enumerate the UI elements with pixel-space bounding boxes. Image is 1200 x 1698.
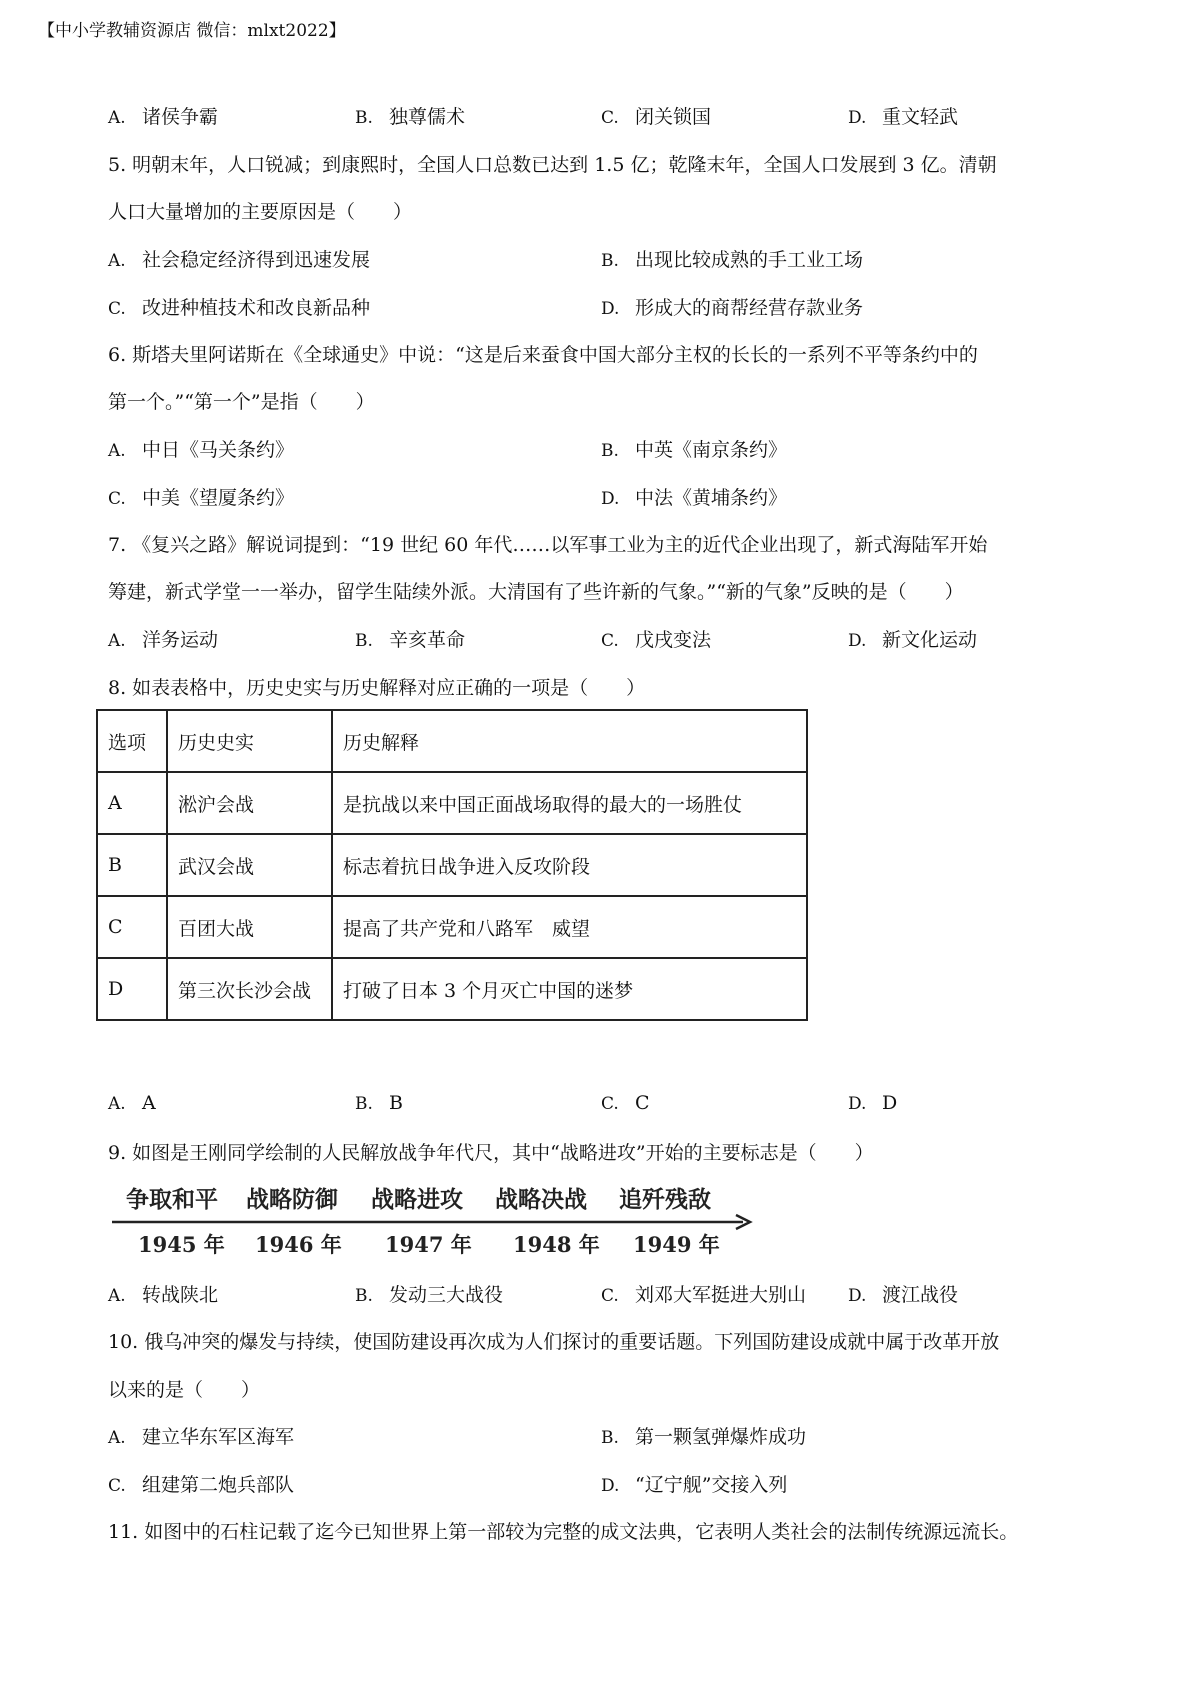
- q4-option-c: C. 闭关锁国: [601, 106, 712, 128]
- q5-option-d: D. 形成大的商帮经营存款业务: [601, 297, 864, 319]
- q6-option-a: A. 中日《马关条约》: [108, 439, 295, 461]
- timeline-stage-label: 追歼残敌: [619, 1187, 711, 1213]
- q5-stem-line2: 人口大量增加的主要原因是（ ）: [108, 201, 413, 223]
- q6-stem-line1: 6. 斯塔夫里阿诺斯在《全球通史》中说：“这是后来蚕食中国大部分主权的长长的一系列不平等条约中的: [108, 344, 978, 366]
- q11-stem: 11. 如图中的石柱记载了迄今已知世界上第一部较为完整的成文法典，它表明人类社会的法制传统源远流长。: [108, 1521, 1019, 1543]
- timeline-year-label: 1945 年: [138, 1232, 225, 1257]
- q7-option-c: C. 戊戌变法: [601, 629, 712, 651]
- q10-option-d: D. “辽宁舰”交接入列: [601, 1474, 788, 1496]
- timeline-year-label: 1948 年: [513, 1232, 600, 1257]
- timeline-stage-label: 争取和平: [126, 1187, 218, 1213]
- q9-stem: 9. 如图是王刚同学绘制的人民解放战争年代尺，其中“战略进攻”开始的主要标志是（ ）: [108, 1142, 874, 1164]
- q10-option-a: A. 建立华东军区海军: [108, 1426, 295, 1448]
- table-cell: A: [97, 772, 167, 834]
- page-header-watermark: 【中小学教辅资源店 微信：mlxt2022】: [38, 21, 346, 41]
- q5-option-b: B. 出现比较成熟的手工业工场: [601, 249, 864, 271]
- timeline-year-label: 1946 年: [255, 1232, 342, 1257]
- table-row: [97, 772, 807, 834]
- q6-option-d: D. 中法《黄埔条约》: [601, 487, 788, 509]
- q8-option-d: D. D: [848, 1092, 898, 1114]
- q6-option-c: C. 中美《望厦条约》: [108, 487, 295, 509]
- timeline-stage-label: 战略防御: [246, 1187, 338, 1213]
- q9-option-b: B. 发动三大战役: [355, 1284, 504, 1306]
- table-header-cell: 历史史实: [167, 710, 332, 772]
- table-cell: C: [97, 896, 167, 958]
- q10-stem-line2: 以来的是（ ）: [108, 1379, 261, 1401]
- q8-stem: 8. 如表表格中，历史史实与历史解释对应正确的一项是（ ）: [108, 677, 646, 699]
- q9-option-d: D. 渡江战役: [848, 1284, 959, 1306]
- q7-stem-line1: 7. 《复兴之路》解说词提到：“19 世纪 60 年代……以军事工业为主的近代企业出现了，新式海陆军开始: [108, 534, 988, 556]
- q7-stem-line2: 筹建，新式学堂一一举办，留学生陆续外派。大清国有了些许新的气象。”“新的气象”反映的是（ ）: [108, 581, 964, 603]
- timeline-year-label: 1947 年: [385, 1232, 472, 1257]
- timeline-stage-label: 战略进攻: [371, 1187, 463, 1213]
- q7-option-b: B. 辛亥革命: [355, 629, 466, 651]
- table-cell: 提高了共产党和八路军 威望: [332, 896, 807, 958]
- history-table: [96, 709, 808, 1021]
- table-header-cell: 选项: [97, 710, 167, 772]
- q5-option-a: A. 社会稳定经济得到迅速发展: [108, 249, 371, 271]
- q7-option-d: D. 新文化运动: [848, 629, 978, 651]
- table-row: [97, 958, 807, 1020]
- q5-stem-line1: 5. 明朝末年，人口锐减；到康熙时，全国人口总数已达到 1.5 亿；乾隆末年，全国人口发展到 3 亿。清朝: [108, 154, 997, 176]
- q10-option-b: B. 第一颗氢弹爆炸成功: [601, 1426, 807, 1448]
- q8-option-a: A. A: [108, 1092, 156, 1114]
- q4-option-a: A. 诸侯争霸: [108, 106, 219, 128]
- q9-option-a: A. 转战陕北: [108, 1284, 219, 1306]
- q8-option-c: C. C: [601, 1092, 650, 1114]
- q9-option-c: C. 刘邓大军挺进大别山: [601, 1284, 807, 1306]
- q10-option-c: C. 组建第二炮兵部队: [108, 1474, 295, 1496]
- q6-option-b: B. 中英《南京条约》: [601, 439, 788, 461]
- table-cell: B: [97, 834, 167, 896]
- table-cell: 淞沪会战: [167, 772, 332, 834]
- q8-option-b: B. B: [355, 1092, 403, 1114]
- q5-option-c: C. 改进种植技术和改良新品种: [108, 297, 371, 319]
- table-cell: 百团大战: [167, 896, 332, 958]
- war-timeline-ruler: [108, 1180, 758, 1265]
- timeline-year-label: 1949 年: [633, 1232, 720, 1257]
- q4-option-b: B. 独尊儒术: [355, 106, 466, 128]
- table-cell: D: [97, 958, 167, 1020]
- table-cell: 第三次长沙会战: [167, 958, 332, 1020]
- timeline-stage-label: 战略决战: [495, 1187, 587, 1213]
- table-cell: 武汉会战: [167, 834, 332, 896]
- table-row: [97, 834, 807, 896]
- q4-option-d: D. 重文轻武: [848, 106, 959, 128]
- table-cell: 是抗战以来中国正面战场取得的最大的一场胜仗: [332, 772, 807, 834]
- table-header-row: [97, 710, 807, 772]
- q7-option-a: A. 洋务运动: [108, 629, 219, 651]
- q10-stem-line1: 10. 俄乌冲突的爆发与持续，使国防建设再次成为人们探讨的重要话题。下列国防建设成就中属于改革开放: [108, 1331, 1000, 1353]
- table-header-cell: 历史解释: [332, 710, 807, 772]
- table-cell: 标志着抗日战争进入反攻阶段: [332, 834, 807, 896]
- q6-stem-line2: 第一个。”“第一个”是指（ ）: [108, 391, 375, 413]
- table-row: [97, 896, 807, 958]
- table-cell: 打破了日本 3 个月灭亡中国的迷梦: [332, 958, 807, 1020]
